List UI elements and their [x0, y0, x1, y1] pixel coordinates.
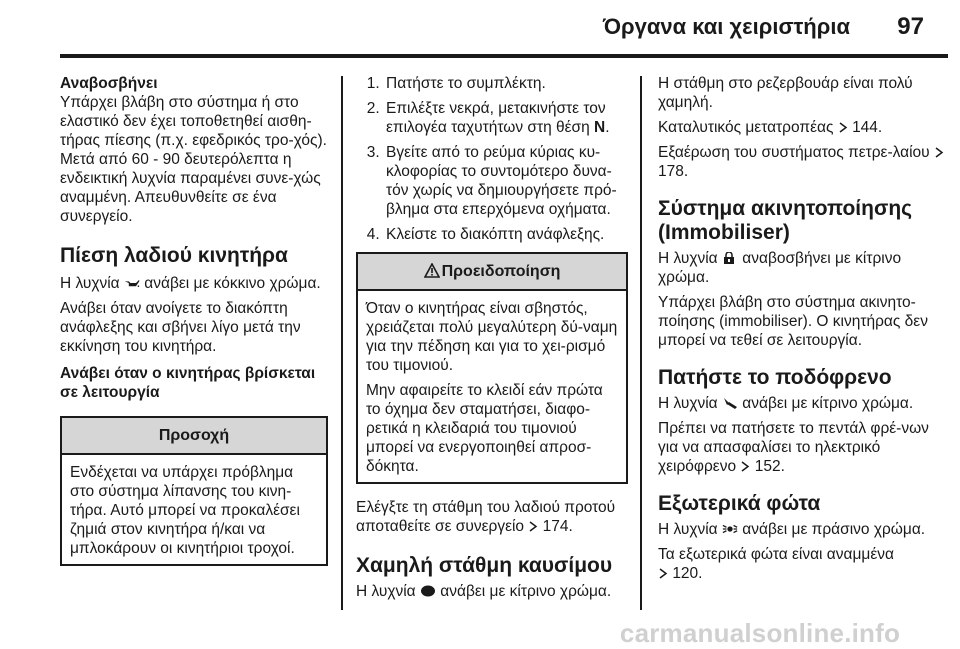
page-header-title: Όργανα και χειριστήρια: [602, 14, 850, 39]
column-right: [658, 74, 950, 583]
section-heading-exterior-lights: Εξωτερικά φώτα: [658, 492, 821, 515]
text-fragment: Ελέγξτε τη στάθμη του λαδιού προτού αποταθείτε σε συνεργείο: [356, 499, 616, 535]
paragraph-lights-on: [658, 545, 950, 583]
fuel-pump-icon: [420, 585, 436, 597]
paragraph-oil-check: [356, 498, 628, 536]
text-fragment: Η λυχνία: [658, 395, 718, 412]
paragraph-lights-lamp: [658, 520, 950, 539]
page-reference: 178.: [658, 163, 689, 180]
text-fragment: Η λυχνία: [60, 275, 120, 292]
immobiliser-lock-icon: [722, 252, 738, 264]
warning-text-2: Μην αφαιρείτε το κλειδί εάν πρώτα το όχημα δεν σταματήσει, διαφο-ρετικά η κλειδαριά του τιμονιού μπορεί να ενεργοποιηθεί απροσ-δόκητα.: [366, 382, 603, 475]
paragraph-brake-instruction: [658, 419, 950, 476]
page-reference-arrow-icon: [838, 122, 848, 133]
step-text: Πατήστε το συμπλέκτη.: [386, 75, 546, 92]
text-fragment: Εξαέρωση του συστήματος πετρε-λαίου: [658, 144, 930, 161]
paragraph-oil-lamp: [60, 274, 328, 293]
paragraph-flashing: Υπάρχει βλάβη στο σύστημα ή στο ελαστικό δεν έχει τοποθετηθεί αισθη-τήρας πίεσης (π.χ. εφεδρικός τρο-χός). Μετά από 60 - 90 δευτερόλεπτα η ενδεικτική λυχνία παραμένει συνε-χώς αναμμένη. Απευθυνθείτε σε ένα συνεργείο.: [60, 94, 327, 225]
warning-title: Προειδοποίηση: [441, 263, 561, 280]
exterior-lights-icon: [722, 523, 738, 535]
paragraph-tank-low: Η στάθμη στο ρεζερβουάρ είναι πολύ χαμηλή.: [658, 75, 913, 111]
step-item: [384, 74, 628, 93]
steps-list: [356, 74, 628, 244]
page-reference: 144.: [852, 119, 883, 136]
page-reference: 152.: [754, 458, 785, 475]
text-fragment: Η λυχνία: [658, 250, 718, 267]
page-reference-arrow-icon: [528, 521, 538, 532]
text-fragment: ανάβει με πράσινο χρώμα.: [742, 521, 926, 538]
section-heading-oil-pressure: Πίεση λαδιού κινητήρα: [60, 244, 288, 267]
step-text: Επιλέξτε νεκρά, μετακινήστε τον επιλογέα ταχυτήτων στη θέση: [386, 100, 606, 136]
paragraph-catalytic: [658, 118, 950, 137]
page-reference-arrow-icon: [934, 147, 944, 158]
warning-triangle-icon: [424, 263, 440, 278]
caution-box: [60, 416, 328, 566]
step-text: Βγείτε από το ρεύμα κύριας κυ-κλοφορίας το συντομότερο δυνα-τόν χωρίς να δημιουργήσετε πρό-βλημα στα επερχόμενα οχήματα.: [386, 144, 617, 218]
text-fragment: Καταλυτικός μετατροπέας: [658, 119, 834, 136]
page-number: 97: [897, 13, 924, 40]
step-text-end: .: [605, 119, 610, 136]
section-heading-press-brake: Πατήστε το ποδόφρενο: [658, 366, 892, 389]
column-left: [60, 74, 328, 566]
warning-box: [356, 252, 628, 484]
page-reference: 120.: [672, 565, 703, 582]
header-rule: [60, 54, 948, 58]
text-fragment: Η λυχνία: [658, 521, 718, 538]
page-reference-arrow-icon: [740, 461, 750, 472]
brake-pedal-icon: [722, 397, 738, 409]
paragraph-immobiliser-fault: Υπάρχει βλάβη στο σύστημα ακινητο-ποίησης (immobiliser). Ο κινητήρας δεν μπορεί να τεθεί σε λειτουργία.: [658, 294, 928, 349]
paragraph-immobiliser-lamp: [658, 249, 950, 287]
warning-header: [358, 254, 626, 291]
oil-can-icon: [124, 277, 140, 289]
text-fragment: ανάβει με κίτρινο χρώμα.: [742, 395, 914, 412]
text-fragment: Η λυχνία: [356, 583, 416, 600]
caution-text: Ενδέχεται να υπάρχει πρόβλημα στο σύστημα λίπανσης του κινη-τήρα. Αυτό μπορεί να προκαλέσει ζημιά στον κινητήρα ή/και να μπλοκάρουν οι κινητήριοι τροχοί.: [70, 464, 300, 557]
caution-title: Προσοχή: [62, 418, 326, 455]
step-item: [384, 143, 628, 219]
paragraph-brake-lamp: [658, 394, 950, 413]
text-fragment: Τα εξωτερικά φώτα είναι αναμμένα: [658, 546, 894, 563]
page-reference-arrow-icon: [658, 568, 668, 579]
section-heading-engine-running: Ανάβει όταν ο κινητήρας βρίσκεται σε λειτουργία: [60, 365, 316, 401]
page-reference: 174.: [542, 518, 573, 535]
step-bold-text: N: [594, 119, 606, 136]
text-fragment: ανάβει με κίτρινο χρώμα.: [440, 583, 612, 600]
warning-text-1: Όταν ο κινητήρας είναι σβηστός, χρειάζεται πολύ μεγαλύτερη δύ-ναμη για την πέδηση και για το χει-ρισμό του τιμονιού.: [366, 300, 618, 374]
step-item: [384, 225, 628, 244]
section-heading-immobiliser: Σύστημα ακινητοποίησης (Immobiliser): [658, 197, 913, 244]
column-middle: [356, 74, 628, 601]
paragraph-oil-behaviour: Ανάβει όταν ανοίγετε το διακόπτη ανάφλεξης και σβήνει λίγο μετά την εκκίνηση του κινητήρα.: [60, 300, 301, 355]
text-fragment: Πρέπει να πατήσετε το πεντάλ φρέ-νων για να απασφαλίσει το ηλεκτρικό χειρόφρενο: [658, 420, 929, 475]
watermark: carmanualsonline.info: [619, 618, 901, 648]
column-divider-right: [640, 76, 642, 610]
section-heading-flashing: Αναβοσβήνει: [60, 75, 158, 92]
step-text: Κλείστε το διακόπτη ανάφλεξης.: [386, 226, 605, 243]
step-item: [384, 99, 628, 137]
column-divider-left: [341, 76, 343, 610]
text-fragment: ανάβει με κόκκινο χρώμα.: [144, 275, 321, 292]
text-fragment: αναβοσβήνει με κίτρινο χρώμα.: [658, 250, 902, 286]
paragraph-fuel-lamp: [356, 582, 628, 601]
section-heading-low-fuel: Χαμηλή στάθμη καυσίμου: [356, 554, 613, 577]
paragraph-diesel-bleed: [658, 143, 950, 181]
